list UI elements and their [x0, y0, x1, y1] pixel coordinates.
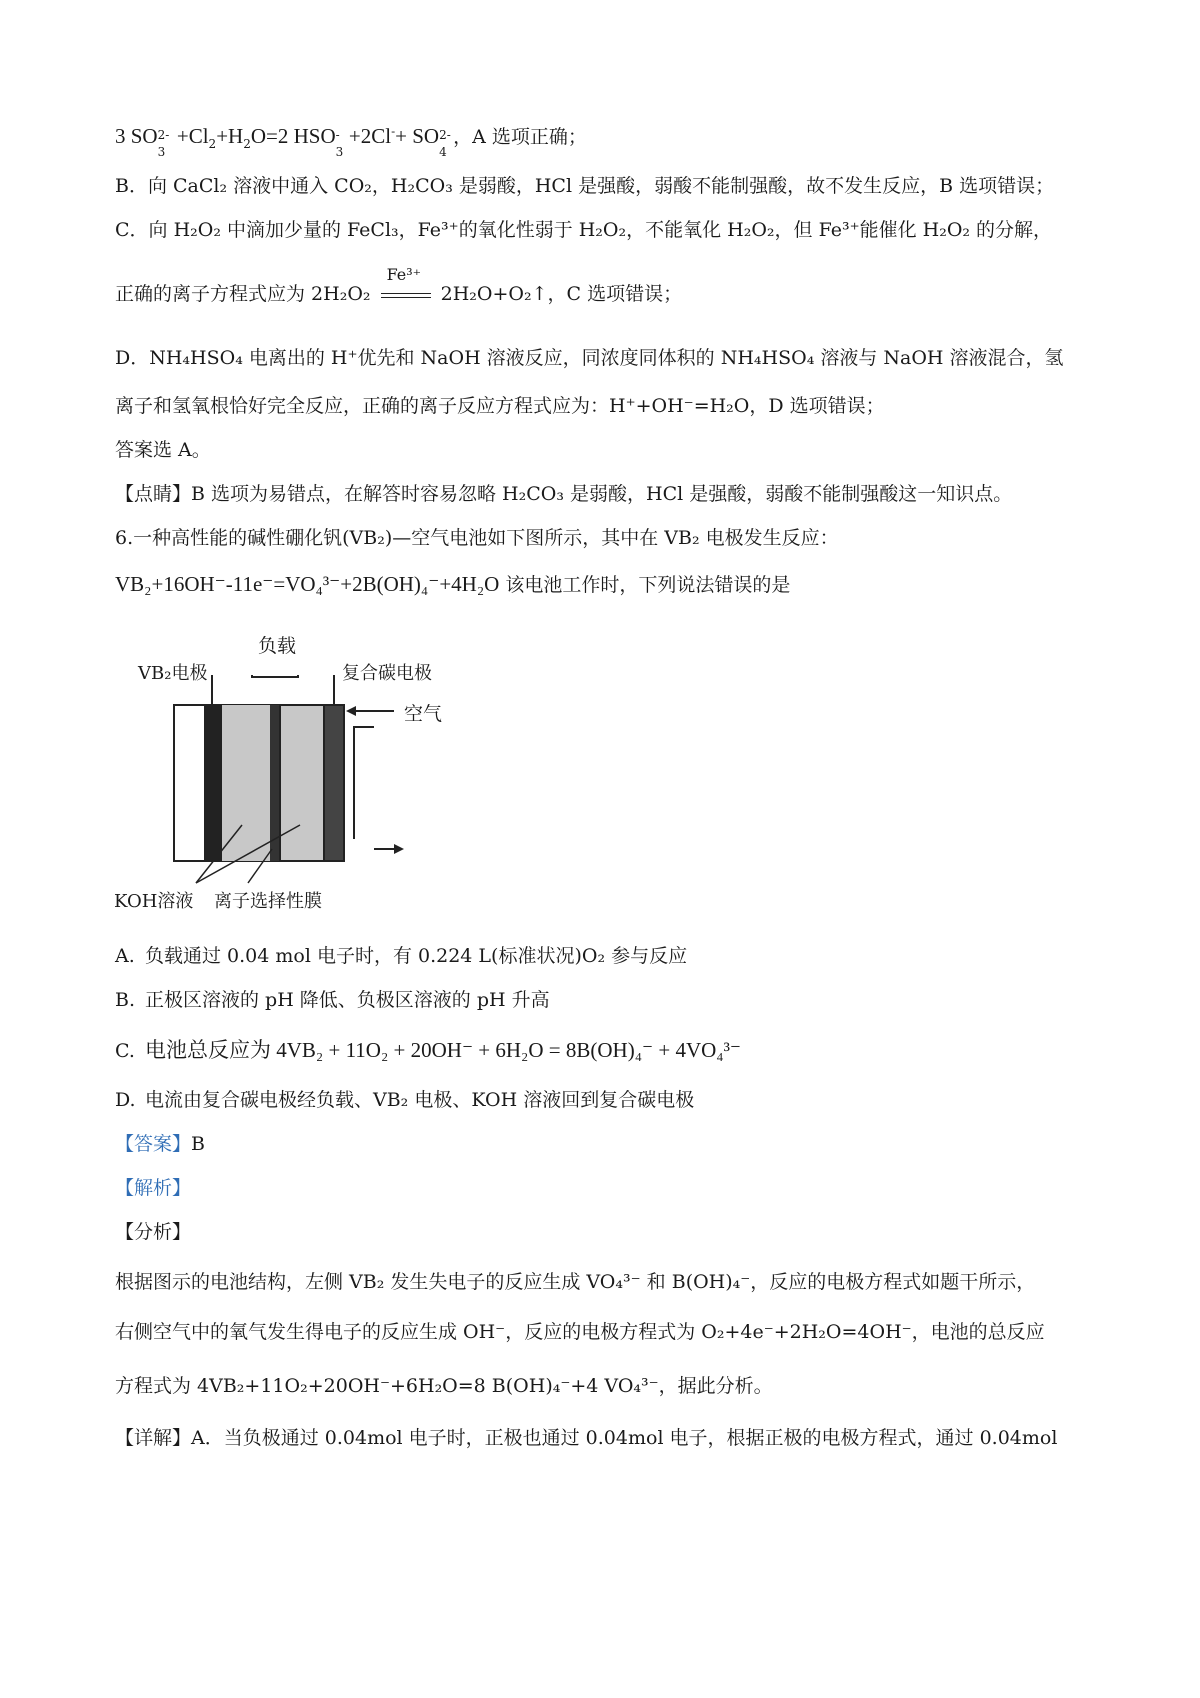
option-b-explanation: B．向 CaCl₂ 溶液中通入 CO₂，H₂CO₃ 是弱酸，HCl 是强酸，弱酸不能制强酸，故不发生反应，B 选项错误； [115, 175, 1055, 197]
option-text: 电流由复合碳电极经负载、VB₂ 电极、KOH 溶液回到复合碳电极 [145, 1089, 695, 1111]
carbon-electrode [324, 705, 344, 861]
air-label: 空气 [404, 703, 443, 725]
analysis-paragraph-1: 根据图示的电池结构，左侧 VB₂ 发生失电子的反应生成 VO₄³⁻ 和 B(OH)₄⁻，反应的电极方程式如题干所示， [115, 1271, 1036, 1293]
answer-tag: 【答案】 [115, 1133, 192, 1155]
eq-part: O=2 HSO [250, 124, 336, 148]
option-d-explanation-1: D．NH₄HSO₄ 电离出的 H⁺优先和 NaOH 溶液反应，同浓度同体积的 NH₄HSO₄ 溶液与 NaOH 溶液混合，氢 [115, 347, 1064, 369]
equation-line-a: 3 SO 2- 3 $+Cl_2+H_2O=2$ HSO - 3 +2Cl-+ SO 2- 4 ，A 选项正确； [115, 124, 587, 159]
option-text: 正极区溶液的 pH 降低、负极区溶液的 pH 升高 [145, 989, 550, 1011]
eq-part: + SO [395, 124, 440, 148]
vb2-electrode-label: VB₂电极 [138, 663, 208, 684]
option-c-explanation-1: C．向 H₂O₂ 中滴加少量的 FeCl₃，Fe³⁺的氧化性弱于 H₂O₂，不能氧化 H₂O₂，但 Fe³⁺能催化 H₂O₂ 的分解， [115, 219, 1053, 241]
option-text: 负载通过 0.04 mol 电子时，有 0.224 L(标准状况)O₂ 参与反应 [145, 945, 688, 967]
eq-part: +Cl [171, 124, 209, 148]
question-prompt: 该电池工作时，下列说法错误的是 [499, 574, 791, 596]
analysis-paragraph-3: 方程式为 4VB₂+11O₂+20OH⁻+6H₂O=8 B(OH)₄⁻+4 VO₄³⁻，据此分析。 [115, 1375, 773, 1397]
carbon-electrode-label: 复合碳电极 [342, 663, 432, 684]
eq-tail: ，A 选项正确； [453, 126, 587, 148]
load-resistor [252, 675, 298, 677]
eq-part: +2Cl [343, 124, 392, 148]
option-a [115, 942, 687, 970]
c-eq-right: 2H₂O+O₂↑，C 选项错误； [440, 283, 683, 305]
answer-select: 答案选 A。 [115, 439, 211, 461]
option-c-explanation-2 [115, 265, 683, 308]
option-letter: C. [115, 1040, 135, 1062]
eq-part: 3 SO [115, 124, 158, 148]
tip-note: 【点睛】B 选项为易错点，在解答时容易忽略 H₂CO₃ 是弱酸，HCl 是强酸，弱酸不能制强酸这一知识点。 [115, 483, 1013, 505]
fenxi-tag: 【分析】 [115, 1221, 192, 1243]
membrane-label: 离子选择性膜 [214, 891, 322, 912]
option-d-explanation-2: 离子和氢氧根恰好完全反应，正确的离子反应方程式应为：H⁺+OH⁻=H₂O，D 选项错误； [115, 395, 885, 417]
catalyst-label: Fe³⁺ [386, 265, 422, 284]
option-b [115, 986, 550, 1014]
option-letter: A. [115, 945, 135, 967]
koh-label: KOH溶液 [114, 891, 194, 912]
option-letter: B. [115, 989, 136, 1011]
electrode-reaction: VB₂+16OH⁻-11e⁻=VO₄³⁻+2B(OH)₄⁻+4H₂O [115, 572, 500, 596]
option-d [115, 1086, 694, 1114]
analysis-tag: 【解析】 [115, 1177, 192, 1199]
option-letter: D. [115, 1089, 136, 1111]
question-6-stem: 6.一种高性能的碱性硼化钒(VB₂)—空气电池如下图所示，其中在 VB₂ 电极发生反应： [115, 527, 839, 549]
c-eq-left: 正确的离子方程式应为 2H₂O₂ [115, 283, 371, 305]
analysis-paragraph-2: 右侧空气中的氧气发生得电子的反应生成 OH⁻，反应的电极方程式为 O₂+4e⁻+2H₂O=4OH⁻，电池的总反应 [115, 1321, 1045, 1343]
question-6-equation [115, 570, 790, 599]
eq-part: +H [216, 124, 244, 148]
vb2-electrode [204, 705, 222, 861]
option-c [115, 1036, 741, 1065]
answer-line [115, 1130, 205, 1158]
option-text: 电池总反应为 4VB₂ + 11O₂ + 20OH⁻ + 6H₂O = 8B(OH)₄⁻ + 4VO₄³⁻ [145, 1038, 741, 1062]
detail-paragraph: 【详解】A．当负极通过 0.04mol 电子时，正极也通过 0.04mol 电子，根据正极的电极方程式，通过 0.04mol [115, 1427, 1058, 1449]
answer-value: B [191, 1133, 205, 1155]
catalyst-arrow [381, 265, 431, 305]
load-label: 负载 [258, 635, 297, 657]
